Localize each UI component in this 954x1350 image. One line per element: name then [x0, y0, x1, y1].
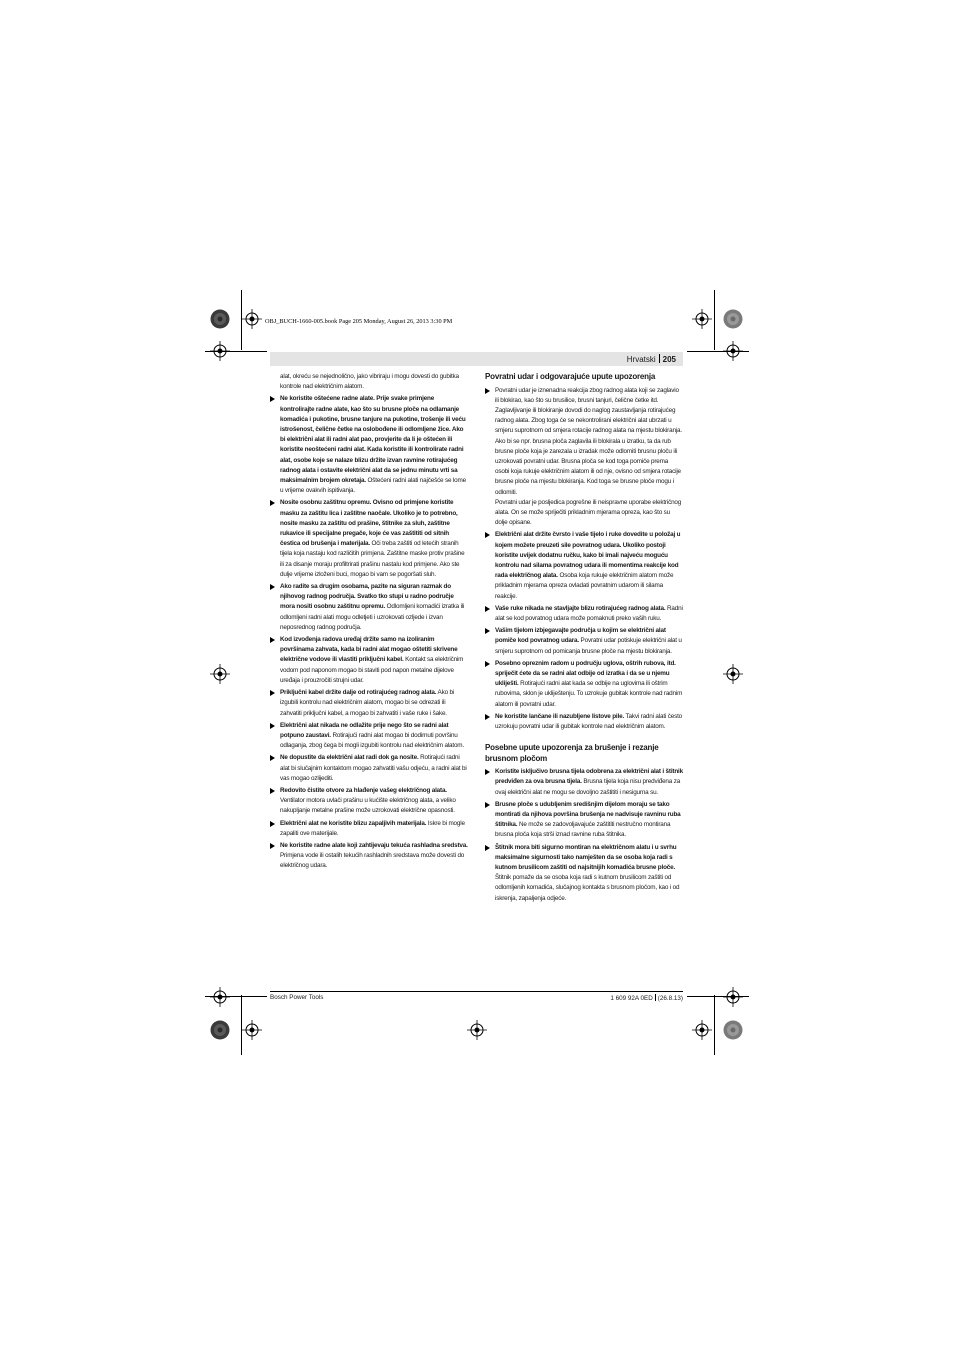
- list-item: [270, 753, 468, 784]
- footer-rule: [270, 991, 683, 992]
- list-item: [270, 582, 468, 633]
- list-item-text: Rotirajući radni alat kada se odbije na uglovima ili oštrim rubovima, sklon je ukliještenju. To uzrokuje gubitak kontrole nad radnim alatom ili povratni udar.: [495, 680, 683, 708]
- list-item-text: Rotirajući radni alat mogao bi dodirnuti površinu odlaganja, zbog čega bi mogli izgubiti kontrolu nad električnim alatom.: [280, 731, 464, 750]
- right-column: [485, 372, 683, 904]
- bullet-triangle-icon: [270, 821, 275, 827]
- list-item-warning: Redovito čistite otvore za hlađenje vašeg električnog alata.: [280, 786, 447, 794]
- list-item: [270, 819, 468, 839]
- bullet-triangle-icon: [270, 843, 275, 849]
- section-heading-kickback: Povratni udar i odgovarajuće upute upozorenja: [485, 372, 656, 381]
- bullet-triangle-icon: [270, 396, 275, 402]
- color-bar-disc-icon: [210, 309, 230, 329]
- list-item: [270, 394, 468, 496]
- registration-target-icon: [467, 1020, 487, 1040]
- list-item-warning: Električni alat držite čvrsto i vaše tijelo i ruke dovedite u položaj u kojem možete preuzeti sile povratnog udara. Ukoliko postoji koristite uvijek dodatnu ručku, kako bi imali najveću moguću kontrolu nad silama povratnog udara ili momentima reakcije kod rada električnog alata.: [495, 531, 681, 580]
- list-item-text: Ako bi izgubili kontrolu nad električnim alatom, mogao bi se odrezati ili zahvatiti priključni kabel, a mogao bi zahvatiti i vaše ruke i šake.: [280, 689, 455, 717]
- list-item-warning: Ako radite sa drugim osobama, pazite na siguran razmak do njihovog radnog područja. Svatko tko stupi u radno područje mora nositi osobnu zaštitnu opremu.: [280, 583, 454, 611]
- list-item: [485, 712, 683, 732]
- bullet-triangle-icon: [270, 500, 275, 506]
- list-item-text: Kontakt sa električnim vodom pod naponom mogao bi staviti pod napon metalne dijelove uređaja i prouzročiti strujni udar.: [280, 656, 464, 684]
- kickback-paragraph-2: Povratni udar je posljedica pogrešne ili neispravne uporabe električnog alata. On se može spriječiti prikladnim mjerama opreza, kao što su dolje opisane.: [495, 498, 682, 527]
- list-item-text: Takvi radni alati često uzrokuju povratni udar ili gubitak kontrole nad električnim alatom.: [495, 712, 683, 730]
- list-item-warning: Ne koristite lančane ili nazubljene listove pile.: [495, 712, 625, 720]
- list-item-text: Rotirajući radni alat bi slučajnim kontaktom mogao zahvatiti vašu odjeću, a radni alat bi vas mogao ozlijediti.: [280, 754, 467, 782]
- kickback-paragraph-1: Ako bi se npr. brusna ploča zaglavila ili blokirala u izratku, ta da rub brusne ploče koja je zarezala u izradak može odlomiti brusnu ploču ili uzrokovati povratni udar. Brusna ploča se kod toga pomiče prema osobi koja rukuje električnim alatom ili od nje, ovisno od smjera rotacije brusne ploče na mjestu blokiranja. Kod toga se brusne ploče mogu i odlomiti.: [495, 437, 681, 496]
- list-item-text: Odlomljeni komadići izratka ili odlomljeni radni alati mogu odletjeti i uzrokovati ozljede i izvan neposrednog radnog područja.: [280, 603, 465, 631]
- kickback-list: [485, 530, 683, 732]
- page-number: 205: [662, 355, 676, 364]
- registration-target-icon: [210, 341, 230, 361]
- bullet-triangle-icon: [270, 584, 275, 590]
- bullet-triangle-icon: [270, 788, 275, 794]
- list-item: [270, 721, 468, 752]
- color-bar-disc-icon: [210, 1020, 230, 1040]
- footer-date: (26.8.13): [657, 995, 683, 1002]
- list-item-text: Štitnik pomaže da se osoba koja radi s kutnom brusilicom zaštiti od odlomljenih komadića, slučajnog kontakta s brusnom pločom, kao i od iskrenja, zapaljenja odjeće.: [495, 874, 680, 902]
- list-item-text: Ventilator motora uvlači prašinu u kućište električnog alata, a veliko nakupljanje metalne prašine može uzrokovati električne opasnosti.: [280, 797, 456, 815]
- list-item-warning: Koristite isključivo brusna tijela odobrena za električni alat i štitnik predviđen za ova brusna tijela.: [495, 768, 683, 786]
- list-item-text: Povratni udar je iznenadna reakcija zbog radnog alata koji se zaglavio ili blokirao, kao što su brusilice, brusni tanjuri, čelične četke itd. Zaglavljivanje ili blokiranje dovodi do naglog zaustavljanja rotirajućeg radnog alata. Zbog toga će se nekontrolirani električni alat ubrzati u smjeru suprotnom od smjera rotacije radnog alata na mjestu blokiranja.: [495, 386, 682, 435]
- color-bar-disc-icon: [723, 1020, 743, 1040]
- list-item: [270, 635, 468, 686]
- bullet-triangle-icon: [485, 606, 490, 612]
- list-item-text: Povratni udar potiskuje električni alat u smjeru suprotnom od pomicanja brusne ploče na mjestu blokiranja.: [495, 637, 682, 655]
- registration-target-icon: [723, 664, 743, 684]
- list-item: [485, 659, 683, 710]
- list-item-text: Osoba koja rukuje električnim alatom može prikladnim mjerama opreza ovladati povratnim udarom ili silama reakcije.: [495, 572, 674, 600]
- list-item: [270, 498, 468, 580]
- list-item: [485, 530, 683, 601]
- header-language: Hrvatski: [626, 355, 656, 364]
- list-item-warning: Nosite osobnu zaštitnu opremu. Ovisno od primjene koristite masku za zaštitu lica i zaštitne naočale. Ukoliko je to potrebno, nosite masku za zaštitu od prašine, štitnike za sluh, zaštitne rukavice ili specijalne pregače, koje će vas zaštititi od sitnih čestica od brušenja i materijala.: [280, 499, 458, 548]
- footer-brand: Bosch Power Tools: [270, 994, 324, 1001]
- list-item-warning: Ne koristite radne alate koji zahtijevaju tekuća rashladna sredstva.: [280, 841, 468, 849]
- list-item-warning: Vašim tijelom izbjegavajte područja u kojim se električni alat pomiče kod povratnog udara.: [495, 627, 666, 645]
- bullet-triangle-icon: [485, 661, 490, 667]
- registration-target-icon: [242, 309, 262, 329]
- bullet-triangle-icon: [270, 723, 275, 729]
- bullet-triangle-icon: [270, 755, 275, 761]
- list-item-text: Primjena vode ili ostalih tekućih rashladnih sredstava može dovesti do električnog udara.: [280, 852, 465, 870]
- registration-target-icon: [692, 309, 712, 329]
- list-item-text: Ne može se zadovoljavajuće zaštititi nestručno montirana brusna ploča koja strši iznad ravnine ruba štitnika.: [495, 821, 671, 839]
- list-item-text: Radni alat se kod povratnog udara može pomaknuti preko vaših ruku.: [495, 604, 683, 622]
- list-item-warning: Štitnik mora biti sigurno montiran na električnom alatu i u svrhu maksimalne sigurnosti tako namješten da se osoba koja radi s kutnom brusilicom zaštiti od najsitnijih komadića brusne ploče.: [495, 843, 677, 872]
- list-item-text: Iskre bi mogle zapaliti ove materijale.: [280, 819, 465, 837]
- safety-list-left: [270, 394, 468, 871]
- list-item-warning: Električni alat ne koristite blizu zapaljivih materijala.: [280, 819, 427, 827]
- section-heading-grinding: Posebne upute upozorenja za brušenje i rezanje brusnom pločom: [485, 743, 659, 763]
- bullet-triangle-icon: [270, 637, 275, 643]
- list-item-warning: Vaše ruke nikada ne stavljajte blizu rotirajućeg radnog alata.: [495, 604, 666, 612]
- bullet-triangle-icon: [485, 532, 490, 538]
- registration-target-icon: [210, 664, 230, 684]
- bullet-triangle-icon: [270, 690, 275, 696]
- registration-target-icon: [210, 987, 230, 1007]
- registration-target-icon: [242, 1020, 262, 1040]
- intro-paragraph: alat, okreću se nejednolično, jako vibriraju i mogu dovesti do gubitka kontrole nad električnim alatom.: [280, 373, 459, 391]
- bullet-triangle-icon: [485, 769, 490, 775]
- footer-doc-info: [610, 994, 683, 1002]
- list-item: [270, 841, 468, 872]
- grinding-list: [485, 767, 683, 904]
- footer-separator: [655, 994, 656, 1001]
- bullet-triangle-icon: [485, 628, 490, 634]
- bullet-triangle-icon: [485, 802, 490, 808]
- list-item-text: Oštećeni radni alati najčešće se lome u vrijeme ovakvih ispitivanja.: [280, 477, 466, 495]
- list-item-warning: Posebno opreznim radom u području uglova, oštrih rubova, itd. spriječit ćete da se radni alat odbije od izratka i da se u njemu ukliješti.: [495, 659, 676, 688]
- list-item-text: Oči treba zaštiti od letećih stranih tijela koja nastaju kod različitih primjena. Zaštitne maske protiv prašine ili za disanje moraju profiltrirati prašinu nastalu kod primjene. Ako ste dulje vrijeme izloženi buci, mogao bi vam se pogoršati sluh.: [280, 540, 465, 578]
- bullet-triangle-icon: [485, 845, 490, 851]
- page-header: [627, 354, 676, 364]
- list-item: [270, 786, 468, 817]
- footer-doc-number: 1 609 92A 0ED: [610, 995, 653, 1002]
- list-item: [485, 800, 683, 841]
- bullet-triangle-icon: [485, 714, 490, 720]
- list-item-text: Brusna tijela koja nisu predviđena za ovaj električni alat ne mogu se dovoljno zaštititi i nesigurna su.: [495, 778, 681, 796]
- color-bar-disc-icon: [723, 309, 743, 329]
- list-item: [485, 767, 683, 798]
- bullet-triangle-icon: [485, 388, 490, 394]
- list-item-warning: Kod izvođenja radova uređaj držite samo na izoliranim površinama zahvata, kada bi radni alat mogao oštetiti skrivene električne vodove ili vlastiti priključni kabel.: [280, 636, 458, 664]
- page-header-bar: [270, 352, 683, 366]
- left-column: [270, 372, 468, 872]
- list-item-warning: Brusne ploče s udubljenim središnjim dijelom moraju se tako montirati da njihova površina brušenja ne nadvisuje ravninu ruba štitnika.: [495, 800, 681, 829]
- list-item-warning: Ne dopustite da električni alat radi dok ga nosite.: [280, 754, 419, 762]
- list-item-warning: Ne koristite oštećene radne alate. Prije svake primjene kontrolirajte radne alate, kao što su brusne ploče na odlamanje komadića i pukotine, brusne tanjure na pukotine, trošenje ili veću istrošenost, čelične četke na oslobođene ili odlomljene žice. Ako bi električni alat ili radni alat pao, provjerite da li je oštećen ili koristite neoštećeni radni alat. Kada koristite ili kontrolirate radni alat, osobe koje se nalaze blizu držite izvan ravnine rotirajućeg radnog alata i ostavite električni alat da se jednu minutu vrti sa maksimalnim brojem okretaja.: [280, 395, 466, 485]
- list-item: [485, 386, 683, 437]
- kickback-intro-list: [485, 386, 683, 437]
- list-item: [485, 626, 683, 657]
- list-item: [485, 843, 683, 904]
- list-item-warning: Električni alat nikada ne odlažite prije nego što se radni alat potpuno zaustavi.: [280, 721, 449, 739]
- list-item: [270, 688, 468, 719]
- registration-target-icon: [723, 987, 743, 1007]
- registration-target-icon: [723, 341, 743, 361]
- list-item-warning: Priključni kabel držite dalje od rotirajućeg radnog alata.: [280, 689, 437, 697]
- header-separator: [659, 354, 660, 363]
- list-item: [485, 604, 683, 624]
- registration-target-icon: [692, 1020, 712, 1040]
- print-slug: OBJ_BUCH-1660-005.book Page 205 Monday, August 26, 2013 3:30 PM: [265, 318, 453, 325]
